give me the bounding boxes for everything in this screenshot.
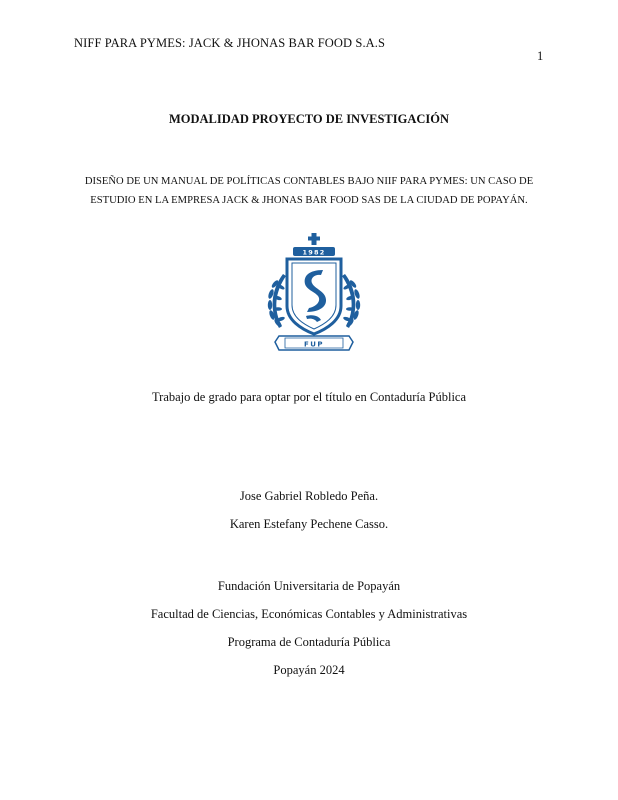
faculty-name: Facultad de Ciencias, Económicas Contables y Administrativas [150,607,468,621]
author-name: Karen Estefany Pechene Casso. [229,517,389,531]
program-name: Programa de Contaduría Pública [227,635,391,649]
institution-name: Fundación Universitaria de Popayán [217,579,401,593]
place-and-year: Popayán 2024 [273,663,345,677]
modality-heading: MODALIDAD PROYECTO DE INVESTIGACIÓN [168,112,449,126]
thesis-title-line-1: DISEÑO DE UN MANUAL DE POLÍTICAS CONTABLES BAJO NIIF PARA PYMES: UN CASO DE [84,176,534,187]
laurel-left-icon [267,274,286,328]
thesis-title-line-2: ESTUDIO EN LA EMPRESA JACK & JHONAS BAR FOOD SAS DE LA CIUDAD DE POPAYÁN. [90,195,528,206]
year-label: 1982 [302,248,326,257]
cross-icon [308,233,320,245]
university-logo [263,232,365,356]
author-name: Jose Gabriel Robledo Peña. [239,489,379,503]
page-number: 1 [537,49,544,63]
shield-icon [287,259,341,334]
ribbon-label: FUP [303,340,325,349]
laurel-right-icon [342,274,361,328]
running-head: NIFF PARA PYMES: JACK & JHONAS BAR FOOD S.A.S [74,36,386,50]
thesis-title [70,172,548,210]
degree-statement: Trabajo de grado para optar por el título en Contaduría Pública [151,390,467,404]
